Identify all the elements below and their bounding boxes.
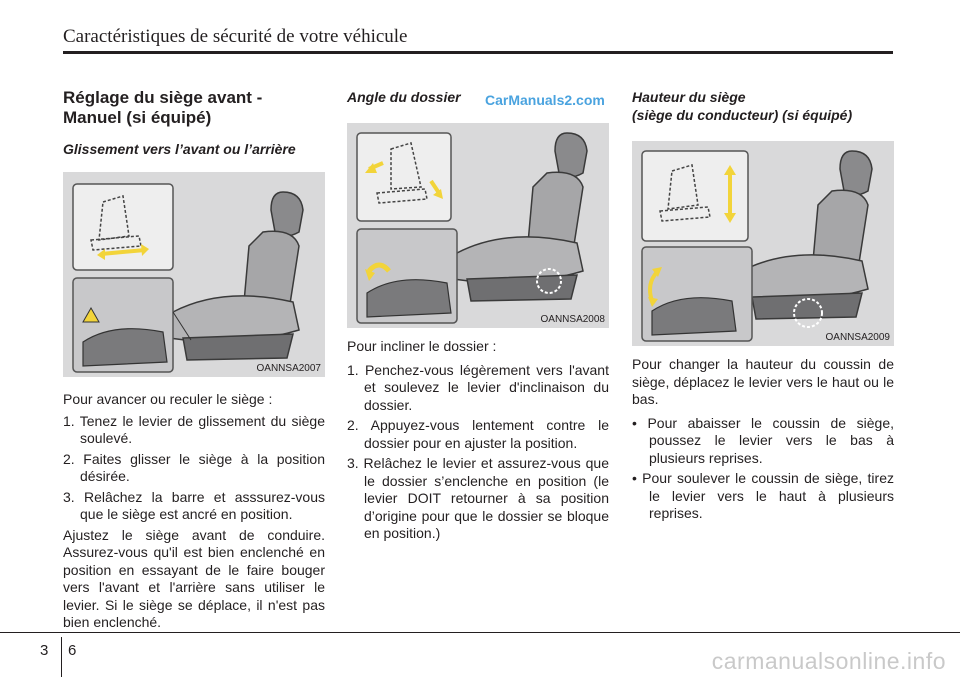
height-intro: Pour changer la hauteur du coussin de siège, déplacez le levier vers le haut ou le bas. [632,356,894,407]
slide-intro: Pour avancer ou reculer le siège : [63,391,273,407]
list-item: 1. Penchez-vous légèrement vers l'avant et soulevez le levier d'inclinaison du dossier. [347,361,609,413]
subheading-line: Hauteur du siège [632,89,746,105]
list-item: • Pour soulever le coussin de siège, tirez le levier vers le haut à plusieurs reprises. [632,470,894,521]
watermark-top[interactable]: CarManuals2.com [485,92,605,108]
slide-note: Ajustez le siège avant de conduire. Assurez-vous qu'il est bien enclenché en position en essayant de le faire bouger vers l'avant et l'arrière sans utiliser le levier. Si le siège se déplace, il n'est pas bien enclenché. [63,526,325,630]
seat-height-illustration [632,141,894,346]
figure-seat-recline [347,123,609,328]
header-rule [63,51,893,54]
column-recline [347,88,609,546]
footer-rule [0,632,960,633]
recline-intro: Pour incliner le dossier : [347,338,497,354]
section-heading: Réglage du siège avant - Manuel (si équipé) [63,88,263,127]
seat-recline-illustration [347,123,609,328]
subheading-height [632,88,894,124]
subheading-slide: Glissement vers l’avant ou l’arrière [63,141,296,157]
list-item: 3. Relâchez le levier et assurez-vous que le dossier s’enclenche en position (le levier DOIT retourner à sa position d’origine pour que le dossier se bloque en position.) [347,455,609,541]
recline-steps [347,362,609,543]
list-item: 2. Faites glisser le siège à la position désirée. [63,450,325,484]
list-item: 1. Tenez le levier de glissement du siège soulevé. [63,412,325,446]
figure-seat-slide [63,172,325,377]
list-item: • Pour abaisser le coussin de siège, poussez le levier vers le bas à plusieurs reprises. [632,414,894,466]
column-height [632,88,894,526]
height-bullets [632,415,894,523]
list-item: 3. Relâchez la barre et asssurez-vous que le siège est ancré en position. [63,488,325,522]
figure-code: OANNSA2009 [825,332,890,343]
subheading-line: (siège du conducteur) (si équipé) [632,107,853,123]
column-slide [63,88,325,632]
footer-divider [61,637,62,677]
seat-slide-illustration [63,172,325,377]
slide-steps [63,413,325,524]
page-number: 6 [68,642,77,659]
chapter-number: 3 [40,642,49,659]
watermark-bottom[interactable]: carmanualsonline.info [711,648,946,674]
figure-seat-height [632,141,894,346]
subheading-recline: Angle du dossier [347,89,461,105]
figure-code: OANNSA2007 [256,363,321,374]
figure-code: OANNSA2008 [540,314,605,325]
header-title: Caractéristiques de sécurité de votre véhicule [63,26,408,47]
list-item: 2. Appuyez-vous lentement contre le dossier pour en ajuster la position. [347,417,609,451]
